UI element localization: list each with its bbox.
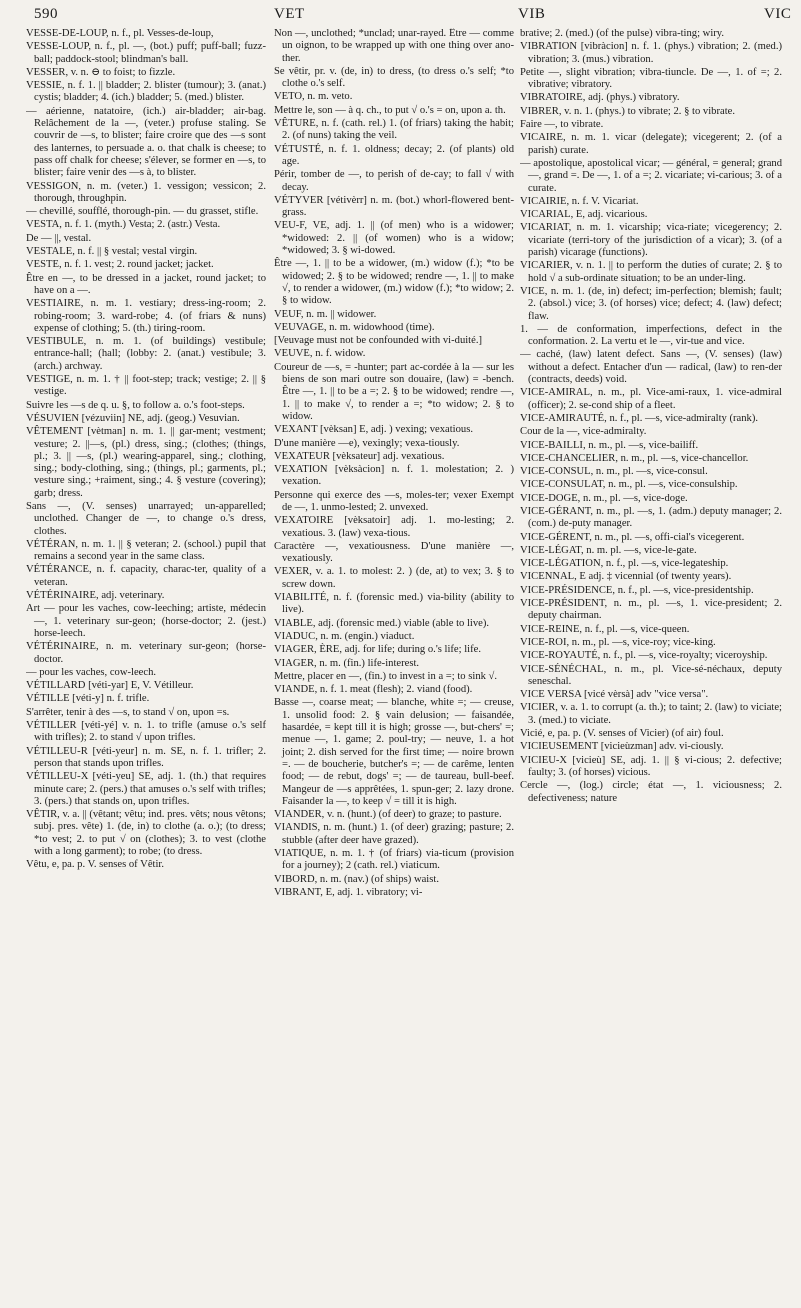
- dictionary-entry: — caché, (law) latent defect. Sans —, (V. senses) (law) without a defect. Entacher d'un — radical, (law) to ren-der (contracts, deeds) void.: [520, 349, 782, 386]
- dictionary-entry: VICE-CHANCELIER, n. m., pl. —s, vice-chancellor.: [520, 452, 749, 464]
- dictionary-entry: VESSIGON, n. m. (veter.) 1. vessigon; vessicon; 2. thorough, throughpin.: [26, 180, 266, 204]
- dictionary-entry: VIANDIS, n. m. (hunt.) 1. (of deer) grazing; pasture; 2. stubble (after deer have grazed).: [274, 822, 514, 846]
- dictionary-entry: VESTIGE, n. m. 1. † || foot-step; track; vestige; 2. || § vestige.: [26, 374, 266, 398]
- dictionary-entry: Vicié, e, pa. p. (V. senses of Vicier) (of air) foul.: [520, 728, 724, 740]
- center-guide-word: VIB: [518, 6, 546, 22]
- dictionary-entry: VICE-CONSULAT, n. m., pl. —s, vice-consulship.: [520, 479, 738, 491]
- dictionary-entry: VESSER, v. n. ⊖ to foist; to fizzle.: [26, 66, 176, 78]
- dictionary-entry: VICE-PRÉSIDENCE, n. f., pl. —s, vice-presidentship.: [520, 584, 754, 596]
- dictionary-entry: Basse —, coarse meat; — blanche, white =; — creuse, 1. unsolid food: 2. § vain delusion; — faisandée, hasardée, = kept till it is high; grosse —, but-chers' =; menue —, 1. game; 2. poul-try; — neuve, 1. a hot joint; 2. dish served for the first time; — noire brown =. — de boucherie, butcher's =; — de carême, lenten food; — de rebut, dogs' =; — de taureau, bull-beef. Mangeur de —s apprêtées, 1. spun-ger; 2. lazy drone. Faisander la —, to keep √ = till it is high.: [274, 697, 514, 807]
- dictionary-entry: VÊTIR, v. a. || (vêtant; vêtu; ind. pres. vêts; nous vêtons; subj. pres. vête) 1. (de, in) to clothe (a. o.); (to dress; *to vest; 2. to put √ on (clothes); 3. to vest (clothe with a long garment); to robe; (to dress.: [26, 809, 266, 857]
- dictionary-entry: — apostolique, apostolical vicar; — général, = general; grand —, grand =. De —, 1. of a =; 2. vicariate; vi-carious; 3. of a curate.: [520, 157, 782, 194]
- dictionary-entry: VICE-PRÉSIDENT, n. m., pl. —s, 1. vice-president; 2. deputy chairman.: [520, 598, 782, 622]
- dictionary-entry: Coureur de —s, = -hunter; part ac-cordée à la — sur les biens de son mari outre son douaire, (law) = -bench. Être —, 1. || to be a =; 2. § to be widowed; rendre —, 1. || to make √, to render a =; *to widow; 2. § to widow.: [274, 361, 514, 422]
- dictionary-entry: VIABLE, adj. (forensic med.) viable (able to live).: [274, 617, 490, 629]
- dictionary-entry: S'arrêter, tenir à des —s, to stand √ on, upon =s.: [26, 706, 230, 718]
- dictionary-entry: VICE-AMIRAL, n. m., pl. Vice-ami-raux, 1. vice-admiral (officer); 2. se-cond ship of a fleet.: [520, 387, 782, 411]
- dictionary-entry: Être en —, to be dressed in a jacket, round jacket; to have on a —.: [26, 272, 266, 296]
- dictionary-entry: Caractère —, vexatiousness. D'une manière —, vexatiously.: [274, 540, 514, 565]
- dictionary-entry: VÉTUSTÉ, n. f. 1. oldness; decay; 2. (of plants) old age.: [274, 143, 514, 167]
- dictionary-entry: Art — pour les vaches, cow-leeching; artiste, médecin —, 1. veterinary sur-geon; (horse-doctor; 2. (jest.) horse-leech.: [26, 603, 266, 639]
- dictionary-entry: Se vêtir, pr. v. (de, in) to dress, (to dress o.'s self; *to clothe o.'s self.: [274, 65, 514, 90]
- dictionary-entry: VETO, n. m. veto.: [274, 91, 353, 103]
- dictionary-entry: VEUF, n. m. || widower.: [274, 308, 377, 320]
- dictionary-entry: VÊTURE, n. f. (cath. rel.) 1. (of friars) taking the habit; 2. (of nuns) taking the veil.: [274, 118, 514, 142]
- dictionary-entry: Vêtu, e, pa. p. V. senses of Vêtir.: [26, 859, 164, 871]
- dictionary-entry: VICARIAT, n. m. 1. vicarship; vica-riate; vicegerency; 2. vicariate (terri-tory of the jurisdiction of a vicar); 3. (of a parish) vicarage (functions).: [520, 222, 782, 259]
- dictionary-entry: VIBORD, n. m. (nav.) (of ships) waist.: [274, 873, 439, 885]
- dictionary-entry: VÉSUVIEN [vézuviin] NE, adj. (geog.) Vesuvian.: [26, 412, 240, 424]
- dictionary-entry: 1. — de conformation, imperfections, defect in the conformation. 2. La vertu et le —, vir-tue and vice.: [520, 323, 782, 348]
- dictionary-entry: Cercle —, (log.) circle; état —, 1. viciousness; 2. defectiveness; nature: [520, 780, 782, 804]
- dictionary-entry: VÊTEMENT [vètman] n. m. 1. || gar-ment; vestment; vesture; 2. ||—s, (pl.) dress, sing.; (clothes; (things, pl.; 3. || —s, (pl.) wearing-apparel, sing.; clothing, sing.; body-clothing, sing.; (things, pl.; garments, pl.; vesture sing.; +raiment, sing.; 4. § vesture (covering); garb; dress.: [26, 426, 266, 499]
- dictionary-entry: VIBRANT, E, adj. 1. vibratory; vi-: [274, 886, 423, 898]
- dictionary-entry: Mettre, placer en —, (fin.) to invest in a =; to sink √.: [274, 670, 498, 682]
- dictionary-entry: Être —, 1. || to be a widower, (m.) widow (f.); *to be widowed; 2. § to be widowed; rendre —, 1. || to make √, to render a widower, (m.) widow (f.); *to widow; 2. § to widow.: [274, 258, 514, 307]
- dictionary-entry: [Veuvage must not be confounded with vi-duité.]: [274, 335, 482, 347]
- dictionary-entry: VICE-CONSUL, n. m., pl. —s, vice-consul.: [520, 466, 708, 478]
- dictionary-entry: Sans —, (V. senses) unarrayed; un-apparelled; unclothed. Changer de —, to change o.'s dress, clothes.: [26, 500, 266, 537]
- dictionary-entry: VIATIQUE, n. m. 1. † (of friars) via-ticum (provision for a journey); 2 (cath. rel.) viaticum.: [274, 848, 514, 872]
- dictionary-entry: De — ||, vestal.: [26, 232, 92, 244]
- dictionary-entry: VÉTYVER [vétivèrr] n. m. (bot.) whorl-flowered bent-grass.: [274, 194, 514, 219]
- dictionary-entry: VICE-DOGE, n. m., pl. —s, vice-doge.: [520, 492, 688, 504]
- dictionary-entry: VESTALE, n. f. || § vestal; vestal virgin.: [26, 246, 198, 258]
- dictionary-entry: VEXER, v. a. 1. to molest: 2. ) (de, at) to vex; 3. § to screw down.: [274, 566, 514, 590]
- dictionary-entry: VICE-GÉRENT, n. m., pl. —s, offi-cial's vicegerent.: [520, 531, 745, 543]
- dictionary-entry: VIBRER, v. n. 1. (phys.) to vibrate; 2. § to vibrate.: [520, 105, 735, 117]
- dictionary-entry: Périr, tomber de —, to perish of de-cay; to fall √ with decay.: [274, 169, 514, 193]
- dictionary-entry: VIABILITÉ, n. f. (forensic med.) via-bility (ability to live).: [274, 592, 514, 616]
- dictionary-entry: brative; 2. (med.) (of the pulse) vibra-ting; wiry.: [520, 28, 725, 39]
- dictionary-entry: VICE VERSA [vicé vèrsà] adv "vice versa".: [520, 689, 709, 701]
- dictionary-entry: VEUVAGE, n. m. widowhood (time).: [274, 321, 435, 333]
- column-middle: [274, 28, 514, 1304]
- dictionary-entry: VIBRATION [vibràcion] n. f. 1. (phys.) vibration; 2. (med.) vibration; 3. (mus.) vibration.: [520, 41, 782, 65]
- dictionary-entry: VICE-LÉGATION, n. f., pl. —s, vice-legateship.: [520, 558, 729, 570]
- right-guide-word: VIC: [764, 6, 792, 22]
- dictionary-entry: VICE-REINE, n. f., pl. —s, vice-queen.: [520, 623, 690, 635]
- dictionary-entry: VIANDE, n. f. 1. meat (flesh); 2. viand (food).: [274, 684, 473, 696]
- dictionary-entry: VESSE-LOUP, n. f., pl. —, (bot.) puff; puff-ball; fuzz-ball; paddock-stool; blindman's ball.: [26, 41, 266, 65]
- page-header: [34, 6, 792, 30]
- dictionary-entry: VIANDER, v. n. (hunt.) (of deer) to graze; to pasture.: [274, 809, 502, 821]
- dictionary-entry: Non —, unclothed; *unclad; unar-rayed. Être — comme un oignon, to be wrapped up with one thing over ano-ther.: [274, 28, 514, 64]
- dictionary-entry: VEXATION [vèksàcion] n. f. 1. molestation; 2. ) vexation.: [274, 464, 514, 488]
- dictionary-entry: VIADUC, n. m. (engin.) viaduct.: [274, 630, 415, 642]
- dictionary-entry: VICIER, v. a. 1. to corrupt (a. th.); to taint; 2. (law) to viciate; 3. (med.) to viciate.: [520, 702, 782, 726]
- dictionary-entry: Personne qui exerce des —s, moles-ter; vexer Exempt de —, 1. unmo-lested; 2. unvexed.: [274, 489, 514, 513]
- dictionary-entry: VIAGER, ÈRE, adj. for life; during o.'s life; life.: [274, 644, 481, 656]
- dictionary-entry: Mettre le, son — à q. ch., to put √ o.'s = on, upon a. th.: [274, 104, 506, 116]
- dictionary-entry: — chevillé, soufflé, thorough-pin. — du grasset, stifle.: [26, 206, 259, 218]
- dictionary-entry: VICE-ROI, n. m., pl. —s, vice-roy; vice-king.: [520, 636, 716, 648]
- column-left: [26, 28, 266, 1304]
- dictionary-entry: VICE-AMIRAUTÉ, n. f., pl. —s, vice-admiralty (rank).: [520, 412, 759, 424]
- dictionary-entry: Faire —, to vibrate.: [520, 119, 604, 131]
- dictionary-entry: VEU-F, VE, adj. 1. || (of men) who is a widower; *widowed: 2. || (of women) who is a widow; *widowed; 3. § wi-dowed.: [274, 220, 514, 257]
- dictionary-entry: VIAGER, n. m. (fin.) life-interest.: [274, 657, 420, 669]
- column-right: [520, 28, 782, 1304]
- page-number: 590: [34, 6, 58, 22]
- dictionary-entry: VICE, n. m. 1. (de, in) defect; im-perfection; blemish; fault; 2. (absol.) vice; 3. (of horses) vice; defect; 4. (law) defect; flaw.: [520, 285, 782, 322]
- dictionary-entry: VEXATEUR [vèksateur] adj. vexatious.: [274, 450, 445, 462]
- dictionary-entry: VICE-SÉNÉCHAL, n. m., pl. Vice-sé-néchaux, deputy seneschal.: [520, 663, 782, 687]
- dictionary-entry: VÉTÉRINAIRE, adj. veterinary.: [26, 590, 165, 602]
- dictionary-entry: VICE-BAILLI, n. m., pl. —s, vice-bailiff.: [520, 439, 699, 451]
- dictionary-entry: VESTIAIRE, n. m. 1. vestiary; dress-ing-room; 2. robing-room; 3. ward-robe; 4. (of friars & nuns) expense of clothing; 5. (th.) tiring-room.: [26, 298, 266, 334]
- dictionary-entry: VÉTÉRINAIRE, n. m. veterinary sur-geon; (horse-doctor.: [26, 641, 266, 665]
- dictionary-entry: VÉTILLEU-X [véti-yeu] SE, adj. 1. (th.) that requires minute care; 2. (pers.) that amuses o.'s self with trifles; 3. (pers.) that stands on, upon trifles.: [26, 771, 266, 807]
- dictionary-entry: VÉTILLARD [véti-yar] E, V. Vétilleur.: [26, 680, 194, 692]
- dictionary-entry: VEXANT [vèksan] E, adj. ) vexing; vexatious.: [274, 424, 473, 436]
- dictionary-entry: VESTE, n. f. 1. vest; 2. round jacket; jacket.: [26, 259, 214, 271]
- dictionary-entry: Petite —, slight vibration; vibra-tiuncle. De —, 1. of =; 2. vibrative; vibratory.: [520, 66, 782, 91]
- dictionary-entry: VIBRATOIRE, adj. (phys.) vibratory.: [520, 92, 680, 104]
- left-guide-word: VET: [274, 6, 305, 22]
- dictionary-entry: VÉTÉRAN, n. m. 1. || § veteran; 2. (school.) pupil that remains a second year in the same class.: [26, 538, 266, 563]
- dictionary-entry: VÉTILLER [véti-yé] v. n. 1. to trifle (amuse o.'s self with trifles); 2. to stand √ upon trifles.: [26, 720, 266, 744]
- dictionary-entry: VICE-LÉGAT, n. m. pl. —s, vice-le-gate.: [520, 544, 697, 556]
- dictionary-entry: VICAIRIE, n. f. V. Vicariat.: [520, 195, 639, 207]
- dictionary-entry: VESTIBULE, n. m. 1. (of buildings) vestibule; entrance-hall; (hall; (lobby: 2. (anat.) vestibule; 3. (arch.) archway.: [26, 336, 266, 372]
- dictionary-entry: VÉTÉRANCE, n. f. capacity, charac-ter, quality of a veteran.: [26, 564, 266, 588]
- dictionary-entry: — aérienne, natatoire, (ich.) air-bladder; air-bag. Relâchement de la —, (veter.) profuse staling. Se couvrir de —s, to blister; faire croire que des —s sont des lanternes, to persuade a. o. that chalk is cheese; to pass off chalk for cheese; s'élever, se former en —s, to blister; faire venir des —s à, to blister.: [26, 105, 266, 179]
- dictionary-entry: D'une manière —e), vexingly; vexa-tiously.: [274, 437, 460, 449]
- dictionary-entry: VICAIRE, n. m. 1. vicar (delegate); vicegerent; 2. (of a parish) curate.: [520, 132, 782, 156]
- dictionary-entry: VICARIER, v. n. 1. || to perform the duties of curate; 2. § to hold √ a sub-ordinate situation; to be an under-ling.: [520, 260, 782, 284]
- dictionary-entry: — pour les vaches, cow-leech.: [26, 666, 157, 678]
- dictionary-entry: VÉTILLEU-R [véti-yeur] n. m. SE, n. f. 1. trifler; 2. person that stands upon trifles.: [26, 745, 266, 769]
- dictionary-entry: VICE-ROYAUTÉ, n. f., pl. —s, vice-royalty; viceroyship.: [520, 650, 768, 662]
- dictionary-entry: VICENNAL, E adj. ‡ vicennial (of twenty years).: [520, 571, 732, 583]
- dictionary-entry: VICE-GÉRANT, n. m., pl. —s, 1. (adm.) deputy manager; 2. (com.) de-puty manager.: [520, 505, 782, 530]
- dictionary-entry: VESSIE, n. f. 1. || bladder; 2. blister (tumour); 3. (anat.) cystis; bladder; 4. (ich.) bladder; 5. (med.) blister.: [26, 80, 266, 104]
- dictionary-entry: VESTA, n. f. 1. (myth.) Vesta; 2. (astr.) Vesta.: [26, 219, 221, 231]
- dictionary-entry: Suivre les —s de q. u. §, to follow a. o.'s foot-steps.: [26, 399, 245, 411]
- dictionary-entry: Cour de la —, vice-admiralty.: [520, 426, 647, 438]
- dictionary-entry: VICIEUSEMENT [vicieùzman] adv. vi-ciously.: [520, 741, 724, 753]
- dictionary-entry: VEXATOIRE [vèksatoir] adj. 1. mo-lesting; 2. vexatious. 3. (law) vexa-tious.: [274, 515, 514, 539]
- dictionary-entry: VESSE-DE-LOUP, n. f., pl. Vesses-de-loup,: [26, 28, 214, 39]
- dictionary-entry: VICIEU-X [vicieù] SE, adj. 1. || § vi-cious; 2. defective; faulty; 3. (of horses) vicious.: [520, 754, 782, 778]
- dictionary-entry: VEUVE, n. f. widow.: [274, 348, 366, 360]
- dictionary-entry: VÉTILLE [véti-y] n. f. trifle.: [26, 693, 150, 705]
- dictionary-entry: VICARIAL, E, adj. vicarious.: [520, 209, 648, 221]
